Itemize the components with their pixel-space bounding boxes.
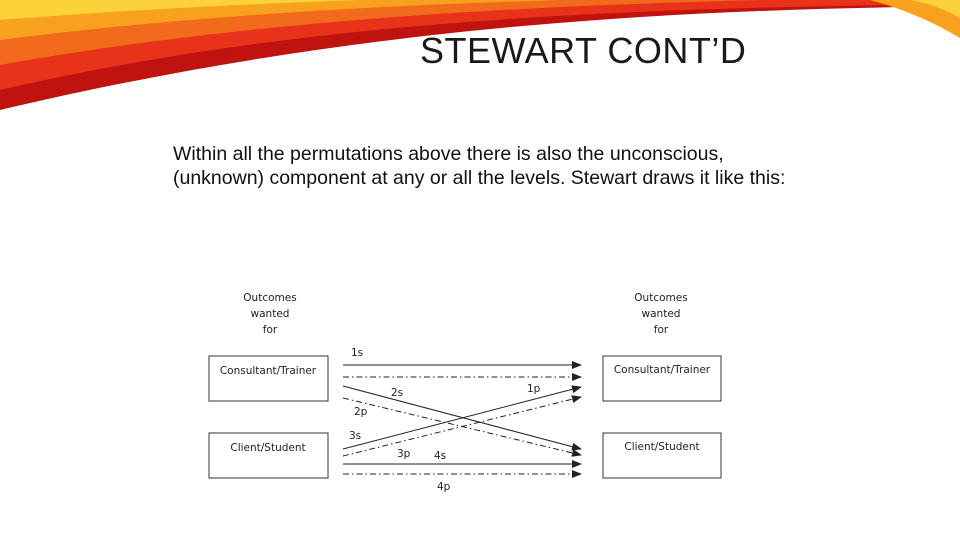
right-consultant-label: Consultant/Trainer <box>613 364 711 376</box>
slide-title: STEWART CONT’D <box>420 30 747 71</box>
left-caption-line-1: Outcomes <box>243 292 297 304</box>
left-caption-line-2: wanted <box>250 308 290 320</box>
left-consultant-label: Consultant/Trainer <box>219 365 317 377</box>
right-consultant-box <box>603 356 721 401</box>
left-client-box <box>209 433 328 478</box>
arrow-3p <box>343 397 581 456</box>
right-caption-line-1: Outcomes <box>634 292 688 304</box>
right-client-box <box>603 433 721 478</box>
arrow-label-3s: 3s <box>349 430 362 442</box>
arrow-label-1p: 1p <box>527 383 541 395</box>
arrow-label-3p: 3p <box>397 448 411 460</box>
arrow-label-2p: 2p <box>354 406 368 418</box>
left-client-label: Client/Student <box>230 442 306 454</box>
left-caption-line-3: for <box>262 324 278 336</box>
arrow-label-1s: 1s <box>351 347 364 359</box>
arrow-label-4s: 4s <box>434 450 447 462</box>
right-caption-line-2: wanted <box>641 308 681 320</box>
right-client-label: Client/Student <box>624 441 700 453</box>
slide-body-text: Within all the permutations above there is also the unconscious, (unknown) component at any or all the levels. Stewart draws it like this: <box>173 143 786 189</box>
left-consultant-box <box>209 356 328 401</box>
arrow-label-2s: 2s <box>391 387 404 399</box>
right-caption-line-3: for <box>653 324 669 336</box>
arrow-label-4p: 4p <box>437 481 451 493</box>
